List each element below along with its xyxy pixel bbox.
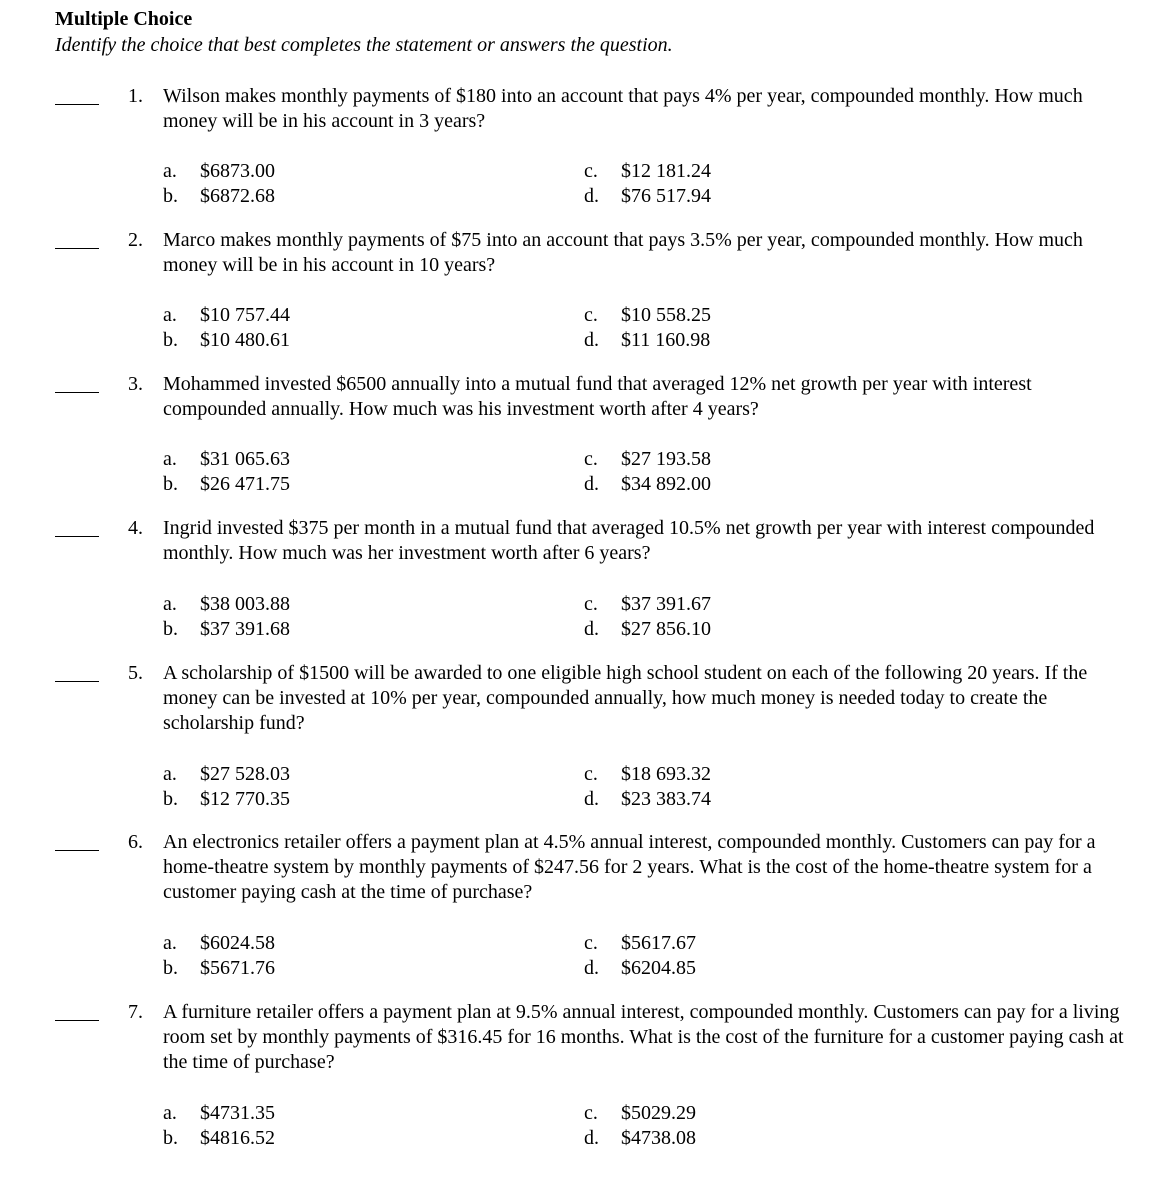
choice-letter: b. bbox=[163, 788, 178, 810]
choice-letter: c. bbox=[584, 932, 598, 954]
choice-a bbox=[163, 159, 275, 184]
choice-b bbox=[163, 184, 275, 209]
choice-b bbox=[163, 328, 290, 353]
choice-text: $10 558.25 bbox=[621, 304, 711, 326]
choice-c bbox=[584, 931, 696, 956]
question-number: 7. bbox=[128, 1001, 143, 1023]
choice-text: $4738.08 bbox=[621, 1127, 696, 1149]
choice-a bbox=[163, 931, 275, 956]
choice-b bbox=[163, 472, 290, 497]
choice-a bbox=[163, 1101, 275, 1126]
choice-d bbox=[584, 328, 710, 353]
choice-text: $6204.85 bbox=[621, 957, 696, 979]
choice-letter: c. bbox=[584, 1102, 598, 1124]
choice-a bbox=[163, 592, 290, 617]
choice-c bbox=[584, 1101, 696, 1126]
choice-letter: d. bbox=[584, 473, 599, 495]
choice-b bbox=[163, 956, 275, 981]
choice-b bbox=[163, 1126, 275, 1151]
choice-text: $6872.68 bbox=[200, 185, 275, 207]
question-number: 4. bbox=[128, 517, 143, 539]
answer-blank[interactable] bbox=[55, 536, 99, 537]
choice-letter: a. bbox=[163, 1102, 177, 1124]
choice-text: $27 856.10 bbox=[621, 618, 711, 640]
question-text: Ingrid invested $375 per month in a mutual fund that averaged 10.5% net growth per year with interest compounded monthly. How much was her investment worth after 6 years? bbox=[163, 517, 1095, 564]
heading-block bbox=[55, 6, 673, 58]
choice-text: $37 391.67 bbox=[621, 593, 711, 615]
choice-text: $34 892.00 bbox=[621, 473, 711, 495]
choice-letter: d. bbox=[584, 185, 599, 207]
choice-c bbox=[584, 592, 711, 617]
choice-letter: a. bbox=[163, 932, 177, 954]
section-title: Multiple Choice bbox=[55, 8, 193, 30]
choice-letter: b. bbox=[163, 1127, 178, 1149]
choice-letter: b. bbox=[163, 473, 178, 495]
choice-b bbox=[163, 787, 290, 812]
choice-text: $6024.58 bbox=[200, 932, 275, 954]
choice-text: $23 383.74 bbox=[621, 788, 711, 810]
choice-letter: d. bbox=[584, 957, 599, 979]
question-text: A scholarship of $1500 will be awarded to one eligible high school student on each of the following 20 years. If the money can be invested at 10% per year, compounded annually, how much money is needed today to create the scholarship fund? bbox=[163, 662, 1088, 734]
instructions: Identify the choice that best completes the statement or answers the question. bbox=[55, 34, 673, 56]
choice-letter: a. bbox=[163, 448, 177, 470]
choice-letter: d. bbox=[584, 1127, 599, 1149]
question-text: Mohammed invested $6500 annually into a mutual fund that averaged 12% net growth per year with interest compounded annually. How much was his investment worth after 4 years? bbox=[163, 373, 1032, 420]
choice-text: $4731.35 bbox=[200, 1102, 275, 1124]
choice-letter: b. bbox=[163, 185, 178, 207]
choice-d bbox=[584, 184, 711, 209]
choice-c bbox=[584, 447, 711, 472]
choice-text: $18 693.32 bbox=[621, 763, 711, 785]
choice-b bbox=[163, 617, 290, 642]
question-text: A furniture retailer offers a payment plan at 9.5% annual interest, compounded monthly. Customers can pay for a living room set by monthly payments of $316.45 for 16 months. What is the cost of the furniture for a customer paying cash at the time of purchase? bbox=[163, 1001, 1124, 1073]
choice-letter: b. bbox=[163, 618, 178, 640]
question-number: 3. bbox=[128, 373, 143, 395]
choice-letter: a. bbox=[163, 304, 177, 326]
choice-letter: d. bbox=[584, 329, 599, 351]
choice-text: $5029.29 bbox=[621, 1102, 696, 1124]
choice-letter: d. bbox=[584, 788, 599, 810]
choice-text: $27 193.58 bbox=[621, 448, 711, 470]
choice-letter: c. bbox=[584, 448, 598, 470]
choice-letter: d. bbox=[584, 618, 599, 640]
answer-blank[interactable] bbox=[55, 248, 99, 249]
choice-letter: b. bbox=[163, 957, 178, 979]
choice-a bbox=[163, 303, 290, 328]
choice-text: $31 065.63 bbox=[200, 448, 290, 470]
choice-text: $26 471.75 bbox=[200, 473, 290, 495]
choice-text: $10 480.61 bbox=[200, 329, 290, 351]
choice-letter: c. bbox=[584, 763, 598, 785]
choice-d bbox=[584, 956, 696, 981]
choice-text: $4816.52 bbox=[200, 1127, 275, 1149]
choice-d bbox=[584, 1126, 696, 1151]
answer-blank[interactable] bbox=[55, 392, 99, 393]
choice-text: $11 160.98 bbox=[621, 329, 711, 351]
answer-blank[interactable] bbox=[55, 850, 99, 851]
choice-text: $10 757.44 bbox=[200, 304, 290, 326]
choice-text: $5617.67 bbox=[621, 932, 696, 954]
answer-blank[interactable] bbox=[55, 1020, 99, 1021]
choice-text: $5671.76 bbox=[200, 957, 275, 979]
choice-letter: a. bbox=[163, 763, 177, 785]
answer-blank[interactable] bbox=[55, 681, 99, 682]
question-text: Wilson makes monthly payments of $180 into an account that pays 4% per year, compounded monthly. How much money will be in his account in 3 years? bbox=[163, 85, 1083, 132]
choice-text: $76 517.94 bbox=[621, 185, 711, 207]
choice-d bbox=[584, 787, 711, 812]
question-text: Marco makes monthly payments of $75 into an account that pays 3.5% per year, compounded monthly. How much money will be in his account in 10 years? bbox=[163, 229, 1083, 276]
choice-letter: a. bbox=[163, 593, 177, 615]
choice-d bbox=[584, 472, 711, 497]
choice-letter: a. bbox=[163, 160, 177, 182]
choice-text: $27 528.03 bbox=[200, 763, 290, 785]
choice-text: $12 181.24 bbox=[621, 160, 711, 182]
choice-a bbox=[163, 762, 290, 787]
choice-text: $37 391.68 bbox=[200, 618, 290, 640]
choice-letter: c. bbox=[584, 593, 598, 615]
question-number: 5. bbox=[128, 662, 143, 684]
choice-c bbox=[584, 159, 711, 184]
choice-letter: b. bbox=[163, 329, 178, 351]
choice-letter: c. bbox=[584, 160, 598, 182]
question-number: 1. bbox=[128, 85, 143, 107]
choice-text: $6873.00 bbox=[200, 160, 275, 182]
choice-letter: c. bbox=[584, 304, 598, 326]
question-number: 6. bbox=[128, 831, 143, 853]
question-number: 2. bbox=[128, 229, 143, 251]
choice-a bbox=[163, 447, 290, 472]
choice-text: $38 003.88 bbox=[200, 593, 290, 615]
answer-blank[interactable] bbox=[55, 104, 99, 105]
choice-c bbox=[584, 762, 711, 787]
question-text: An electronics retailer offers a payment plan at 4.5% annual interest, compounded monthly. Customers can pay for a home-theatre system by monthly payments of $247.56 for 2 years. What is the cost of the home-theatre system for a customer paying cash at the time of purchase? bbox=[163, 831, 1096, 903]
choice-c bbox=[584, 303, 711, 328]
choice-d bbox=[584, 617, 711, 642]
choice-text: $12 770.35 bbox=[200, 788, 290, 810]
